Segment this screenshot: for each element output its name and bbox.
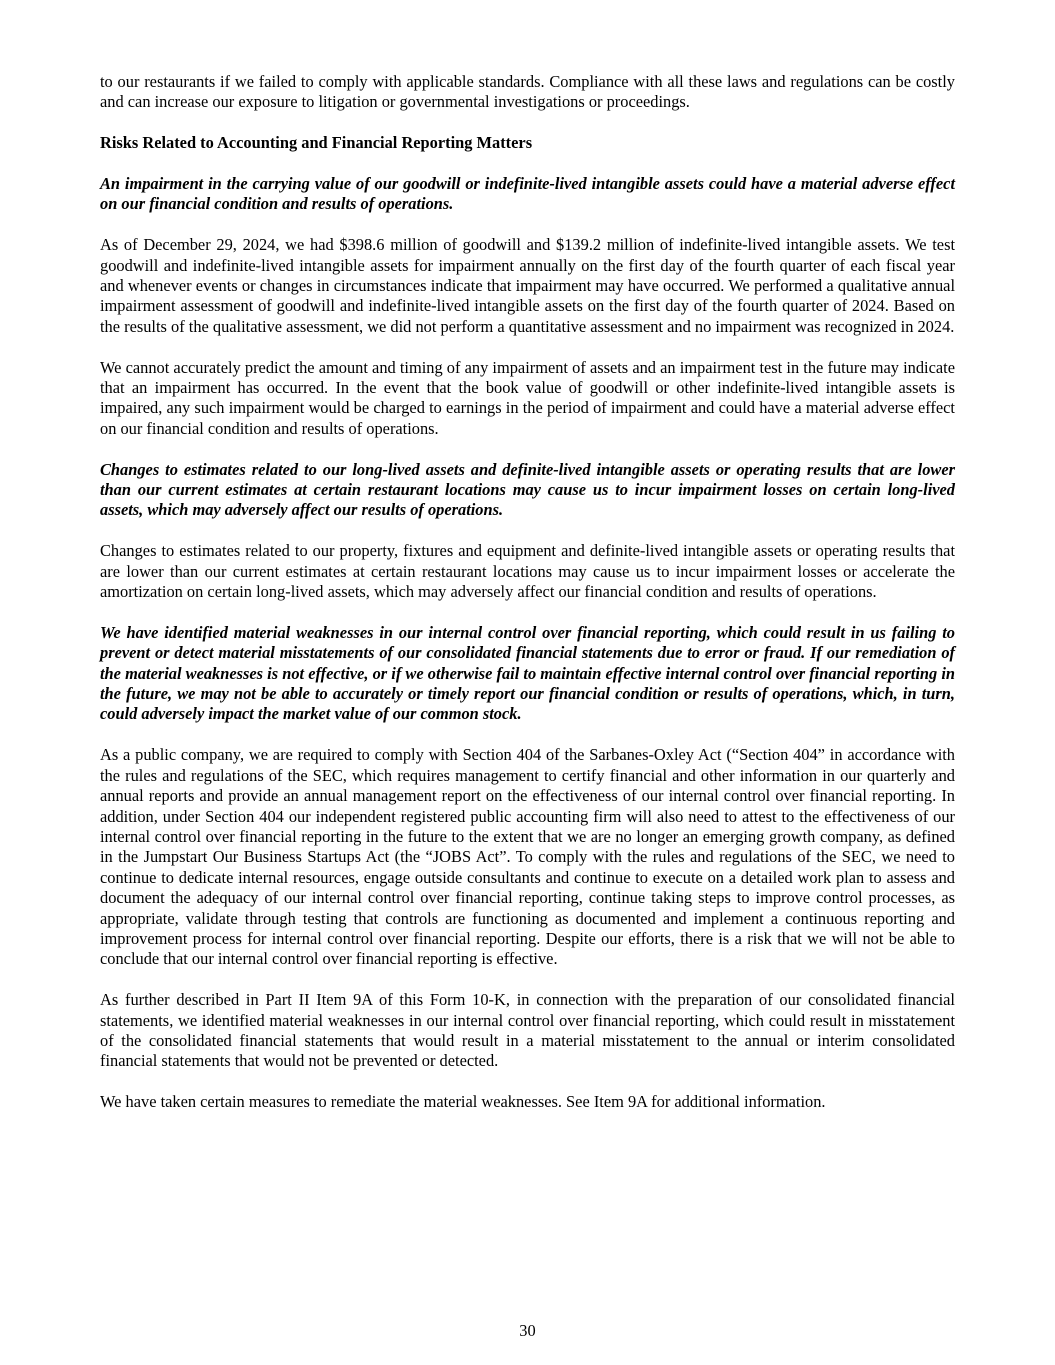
- paragraph: Changes to estimates related to our property, fixtures and equipment and definite-lived intangible assets or operating results that are lower than our current estimates at certain restaurant locations may cause us to incur impairment losses or accelerate the amortization on certain long-lived assets, which may adversely affect our financial condition and results of operations.: [100, 541, 955, 602]
- section-heading: We have identified material weaknesses in our internal control over financial reporting, which could result in us failing to prevent or detect material misstatements of our consolidated financial statements due to error or fraud. If our remediation of the material weaknesses is not effective, or if we otherwise fail to maintain effective internal control over financial reporting in the future, we may not be able to accurately or timely report our financial condition or results of operations, which, in turn, could adversely impact the market value of our common stock.: [100, 622, 955, 724]
- paragraph: As further described in Part II Item 9A of this Form 10-K, in connection with the preparation of our consolidated financial statements, we identified material weaknesses in our internal control over financial reporting, which could result in misstatement of the consolidated financial statements that would result in a material misstatement to the annual or interim consolidated financial statements that would not be prevented or detected.: [100, 990, 955, 1071]
- page-footer: [0, 1321, 1055, 1341]
- section-heading: Risks Related to Accounting and Financial Reporting Matters: [100, 133, 533, 153]
- paragraph: We have taken certain measures to remediate the material weaknesses. See Item 9A for additional information.: [100, 1092, 826, 1112]
- paragraph: As a public company, we are required to comply with Section 404 of the Sarbanes-Oxley Act (“Section 404” in accordance with the rules and regulations of the SEC, which requires management to certify financial and other information in our quarterly and annual reports and provide an annual management report on the effectiveness of our internal control over financial reporting. In addition, under Section 404 our independent registered public accounting firm will also need to attest to the effectiveness of our internal control over financial reporting in the future to the extent that we are no longer an emerging growth company, as defined in the Jumpstart Our Business Startups Act (the “JOBS Act”. To comply with the rules and regulations of the SEC, we need to continue to dedicate internal resources, engage outside consultants and continue to execute on a detailed work plan to assess and document the adequacy of our internal control over financial reporting, continue taking steps to improve control processes, as appropriate, validate through testing that controls are functioning as documented and implement a continuous reporting and improvement process for internal control over financial reporting. Despite our efforts, there is a risk that we will not be able to conclude that our internal control over financial reporting is effective.: [100, 745, 955, 969]
- paragraph: As of December 29, 2024, we had $398.6 million of goodwill and $139.2 million of indefinite-lived intangible assets. We test goodwill and indefinite-lived intangible assets for impairment annually on the first day of the fourth quarter of each fiscal year and whenever events or changes in circumstances indicate that impairment may have occurred. We performed a qualitative annual impairment assessment of goodwill and indefinite-lived intangible assets on the first day of the fourth quarter of 2024. Based on the results of the qualitative assessment, we did not perform a quantitative assessment and no impairment was recognized in 2024.: [100, 235, 955, 336]
- section-heading: Changes to estimates related to our long-lived assets and definite-lived intangible assets or operating results that are lower than our current estimates at certain restaurant locations may cause us to incur impairment losses on certain long-lived assets, which may adversely affect our results of operations.: [100, 459, 955, 520]
- section-heading: An impairment in the carrying value of our goodwill or indefinite-lived intangible assets could have a material adverse effect on our financial condition and results of operations.: [100, 174, 955, 214]
- document-body: [100, 72, 955, 1113]
- paragraph: to our restaurants if we failed to comply with applicable standards. Compliance with all these laws and regulations can be costly and can increase our exposure to litigation or governmental investigations or proceedings.: [100, 72, 955, 112]
- paragraph: We cannot accurately predict the amount and timing of any impairment of assets and an impairment test in the future may indicate that an impairment has occurred. In the event that the book value of goodwill or other indefinite-lived intangible assets is impaired, any such impairment would be charged to earnings in the period of impairment and could have a material adverse effect on our financial condition and results of operations.: [100, 357, 955, 438]
- page-number: 30: [519, 1320, 536, 1340]
